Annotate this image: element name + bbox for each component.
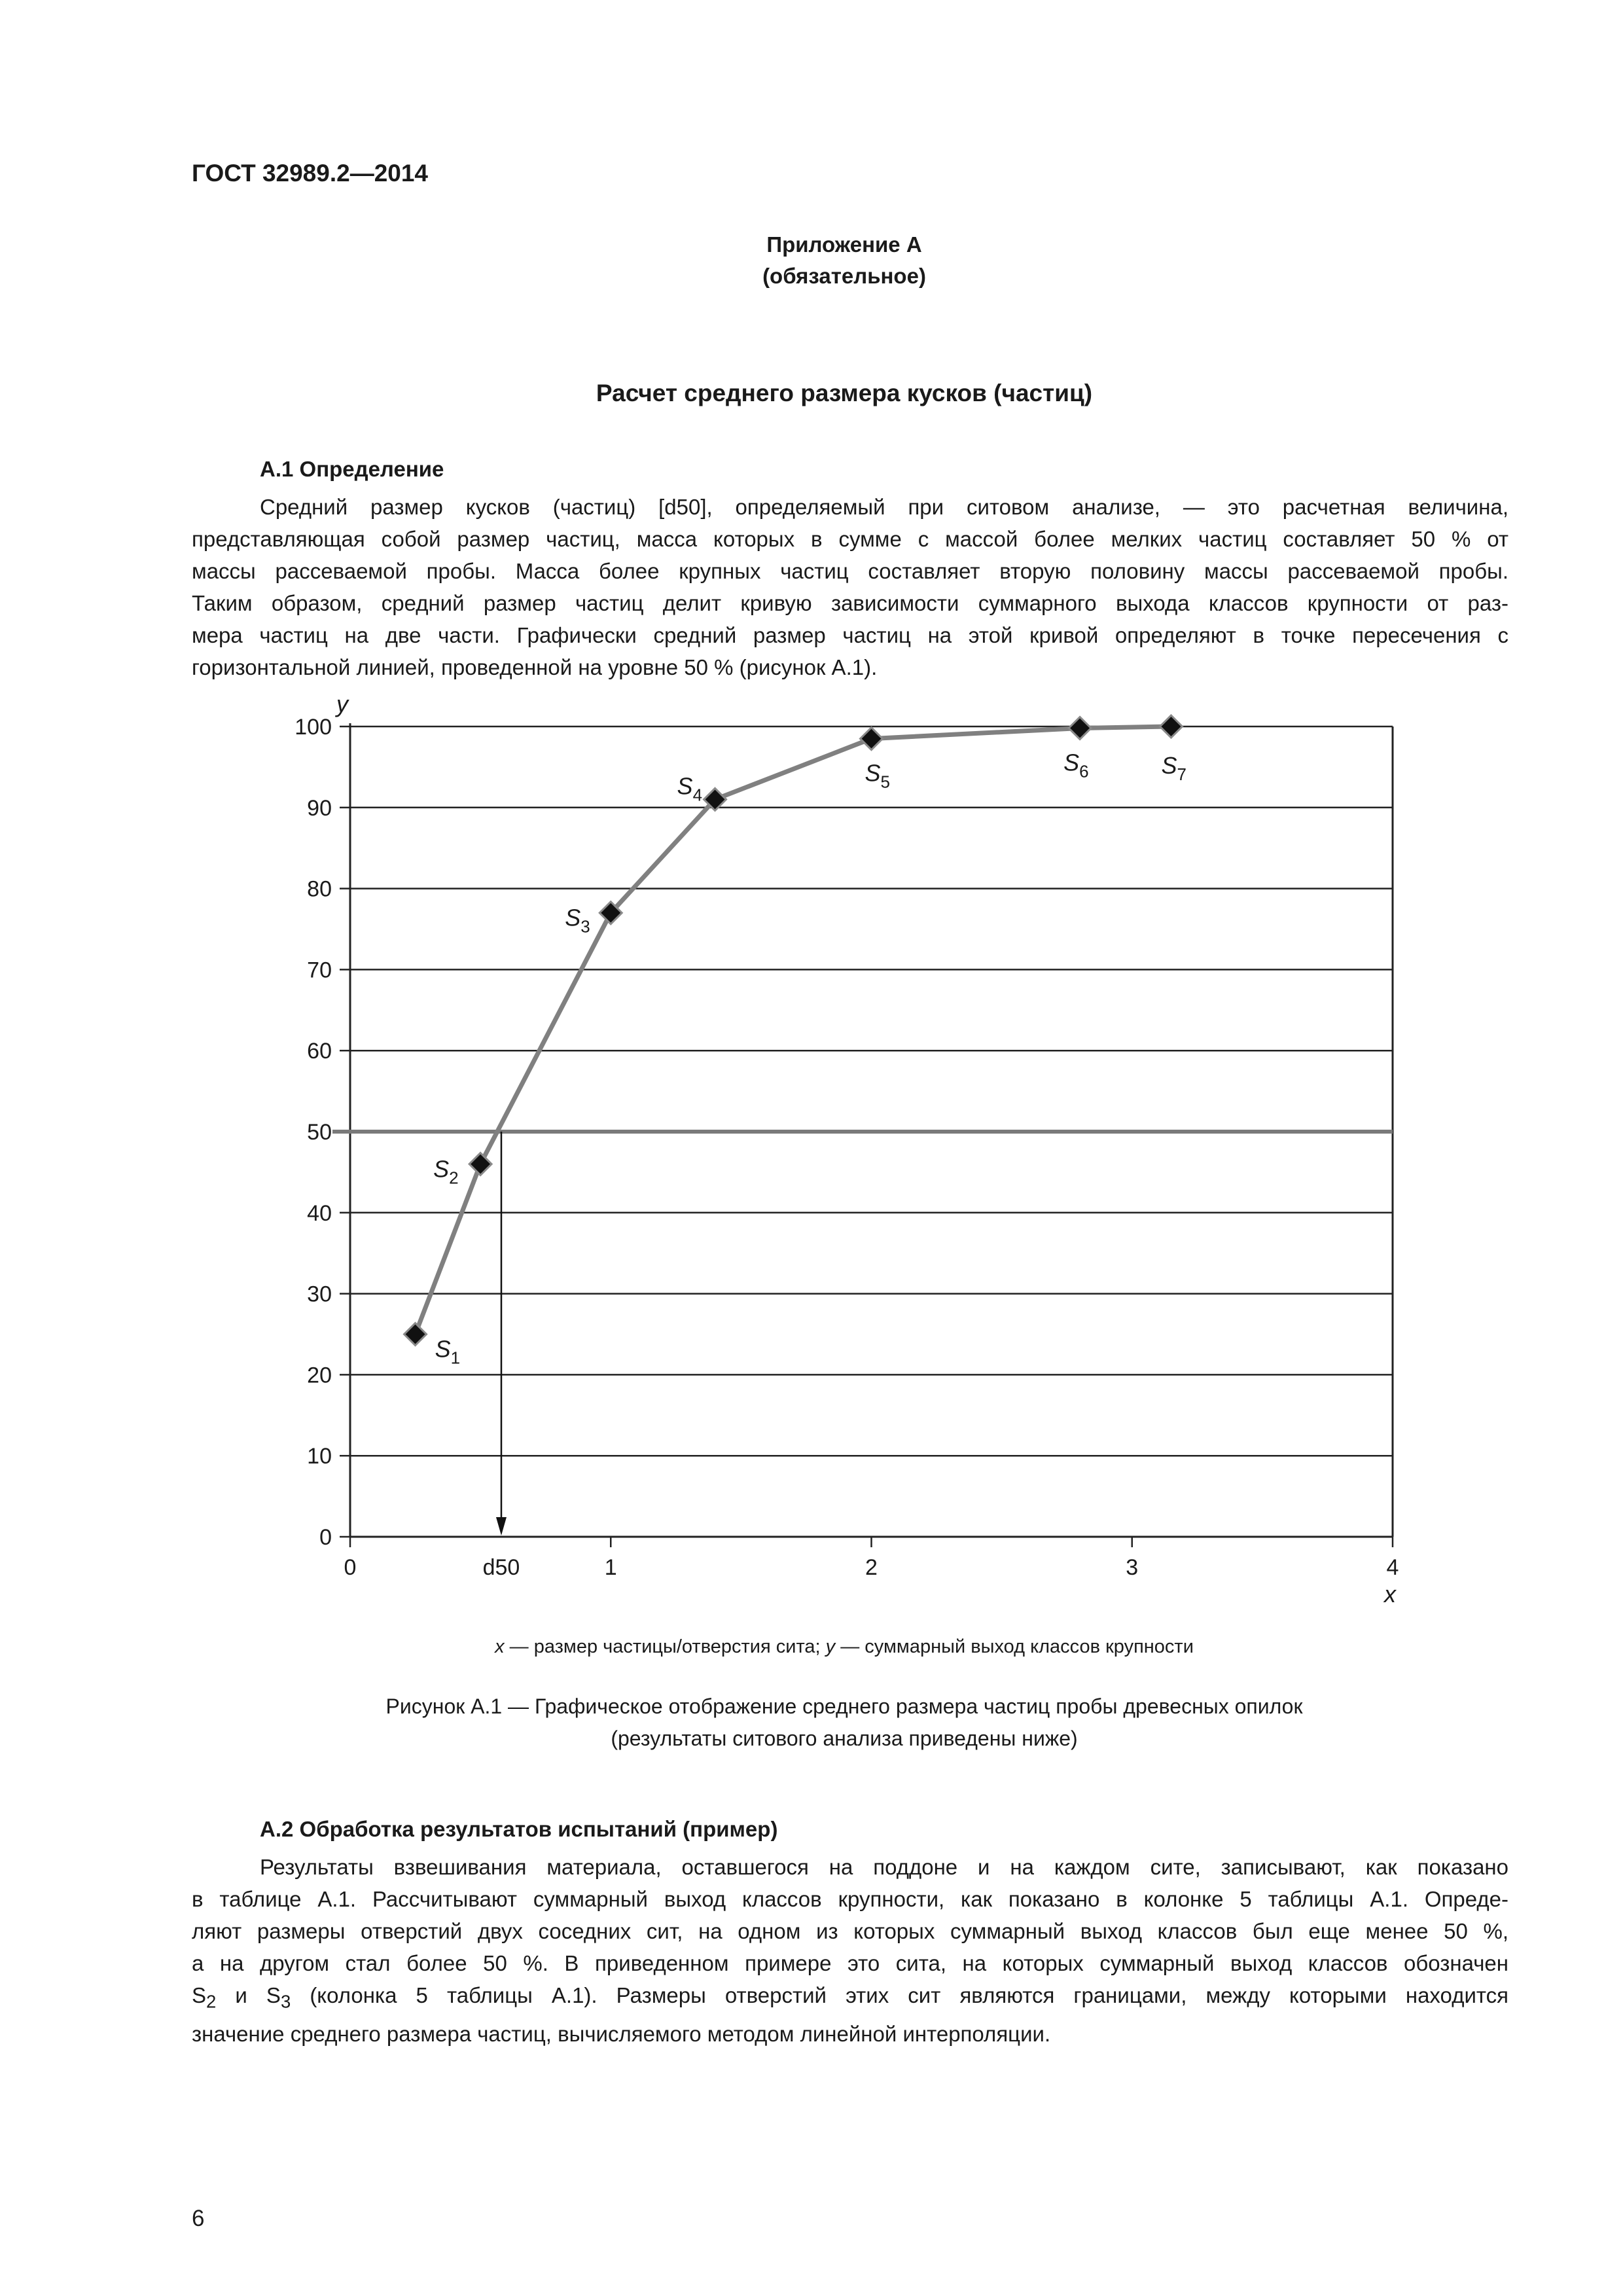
x-tick-label: 2 — [865, 1555, 878, 1580]
point-label-subscript: 2 — [449, 1168, 459, 1188]
legend-x-text: — размер частицы/отверстия сита; — [504, 1636, 826, 1657]
a1-line: представляющая собой размер частиц, масса которых в сумме с массой более мелких частиц составляет 50 % от — [192, 527, 1508, 551]
point-label-group — [433, 749, 1186, 1367]
y-tick-label: 100 — [294, 715, 332, 740]
point-label — [865, 760, 890, 792]
data-marker — [1160, 715, 1182, 738]
y-tick-label: 40 — [307, 1200, 332, 1226]
point-label-base: S — [565, 904, 581, 931]
figure-caption-line2: (результаты ситового анализа приведены ниже) — [611, 1727, 1078, 1750]
point-label-subscript: 6 — [1079, 761, 1089, 781]
y-tick-label: 10 — [307, 1444, 332, 1469]
a2-text: и — [216, 1983, 266, 2007]
x-tick-label: 4 — [1386, 1555, 1399, 1580]
data-marker — [1069, 717, 1091, 739]
y-axis-label: y — [336, 691, 348, 717]
point-label — [435, 1336, 460, 1368]
annex-status: (обязательное) — [762, 264, 926, 288]
a2-subscript: 3 — [280, 1991, 291, 2012]
a1-line: массы рассеваемой пробы. Масса более крупных частиц составляет вторую половину массы рассеваемой пробы. — [192, 559, 1508, 583]
point-label — [1161, 752, 1186, 784]
y-tick-label: 60 — [307, 1039, 332, 1064]
section-a2-heading: А.2 Обработка результатов испытаний (пример) — [260, 1817, 778, 1841]
point-label — [433, 1156, 458, 1188]
data-marker — [404, 1323, 427, 1346]
point-label-subscript: 7 — [1177, 764, 1186, 784]
a2-line: ляют размеры отверстий двух соседних сит, на одном из которых суммарный выход классов был еще менее 50 %, — [192, 1919, 1508, 1943]
a2-text: (колонка 5 таблицы А.1). Размеры отверстий этих сит являются границами, между которыми находится — [291, 1983, 1508, 2007]
d50-label: d50 — [482, 1555, 520, 1580]
legend-y-symbol: y — [825, 1636, 836, 1657]
point-label-base: S — [435, 1335, 451, 1363]
annex-title: Приложение А — [766, 232, 922, 257]
point-label-subscript: 3 — [580, 916, 590, 937]
point-label — [677, 772, 702, 804]
y-tick-label: 30 — [307, 1282, 332, 1307]
y-tick-label: 50 — [307, 1120, 332, 1145]
point-label-subscript: 5 — [880, 772, 890, 792]
y-tick-label: 0 — [319, 1525, 332, 1550]
point-label-base: S — [865, 759, 881, 787]
point-label-base: S — [1063, 749, 1080, 776]
a1-line: Средний размер кусков (частиц) [d50], определяемый при ситовом анализе, — это расчетная величина, — [260, 495, 1508, 519]
point-label — [1063, 749, 1088, 781]
standard-designation: ГОСТ 32989.2—2014 — [192, 160, 429, 187]
marker-group — [404, 715, 1183, 1346]
point-label-base: S — [1161, 752, 1177, 779]
figure-legend — [0, 1636, 1623, 1658]
x-tick-label: 3 — [1126, 1555, 1139, 1580]
data-marker — [469, 1153, 491, 1175]
x-axis-label: x — [1384, 1581, 1396, 1607]
a1-line: горизонтальной линией, проведенной на уровне 50 % (рисунок А.1). — [192, 655, 878, 679]
d50-arrowhead — [496, 1517, 507, 1535]
y-tick-label: 20 — [307, 1363, 332, 1388]
point-label-subscript: 4 — [692, 785, 703, 805]
y-tick-label: 90 — [307, 795, 332, 821]
a2-line: значение среднего размера частиц, вычисляемого методом линейной интерполяции. — [192, 2021, 1051, 2046]
y-tick-label: 80 — [307, 876, 332, 902]
point-label-base: S — [677, 772, 693, 800]
chart-grid — [350, 726, 1393, 1456]
section-a1-heading: А.1 Определение — [260, 457, 444, 481]
a2-line: в таблице А.1. Рассчитывают суммарный выход классов крупности, как показано в колонке 5 таблицы А.1. Опреде- — [192, 1887, 1508, 1911]
a2-line: Результаты взвешивания материала, оставшегося на поддоне и на каждом сите, записывают, как показано — [260, 1855, 1508, 1879]
a1-line: Таким образом, средний размер частиц делит кривую зависимости суммарного выхода классов крупности от раз- — [192, 591, 1508, 615]
a2-symbol: S — [266, 1983, 281, 2007]
x-tick-label: 0 — [344, 1555, 357, 1580]
figure-caption-line1: Рисунок А.1 — Графическое отображение среднего размера частиц пробы древесных опилок — [385, 1695, 1303, 1718]
series-line — [416, 726, 1171, 1335]
point-label-base: S — [433, 1155, 450, 1183]
section-a2-paragraph — [192, 1851, 1508, 2050]
y-tick-label: 70 — [307, 958, 332, 983]
data-marker — [861, 728, 883, 750]
page-number: 6 — [192, 2206, 205, 2231]
legend-y-text: — суммарный выход классов крупности — [835, 1636, 1194, 1657]
a2-line — [192, 1979, 1508, 2018]
document-title: Расчет среднего размера кусков (частиц) — [596, 380, 1093, 406]
point-label-subscript: 1 — [450, 1348, 461, 1368]
a2-line: а на другом стал более 50 %. В приведенном примере это сита, на которых суммарный выход классов обозначен — [192, 1951, 1508, 1975]
x-tick-label: 1 — [604, 1555, 617, 1580]
point-label — [565, 905, 590, 937]
a2-subscript: 2 — [206, 1991, 217, 2012]
a1-line: мера частиц на две части. Графически средний размер частиц на этой кривой определяют в точке пересечения с — [192, 623, 1508, 647]
a2-symbol: S — [192, 1983, 207, 2007]
legend-x-symbol: x — [495, 1636, 505, 1657]
